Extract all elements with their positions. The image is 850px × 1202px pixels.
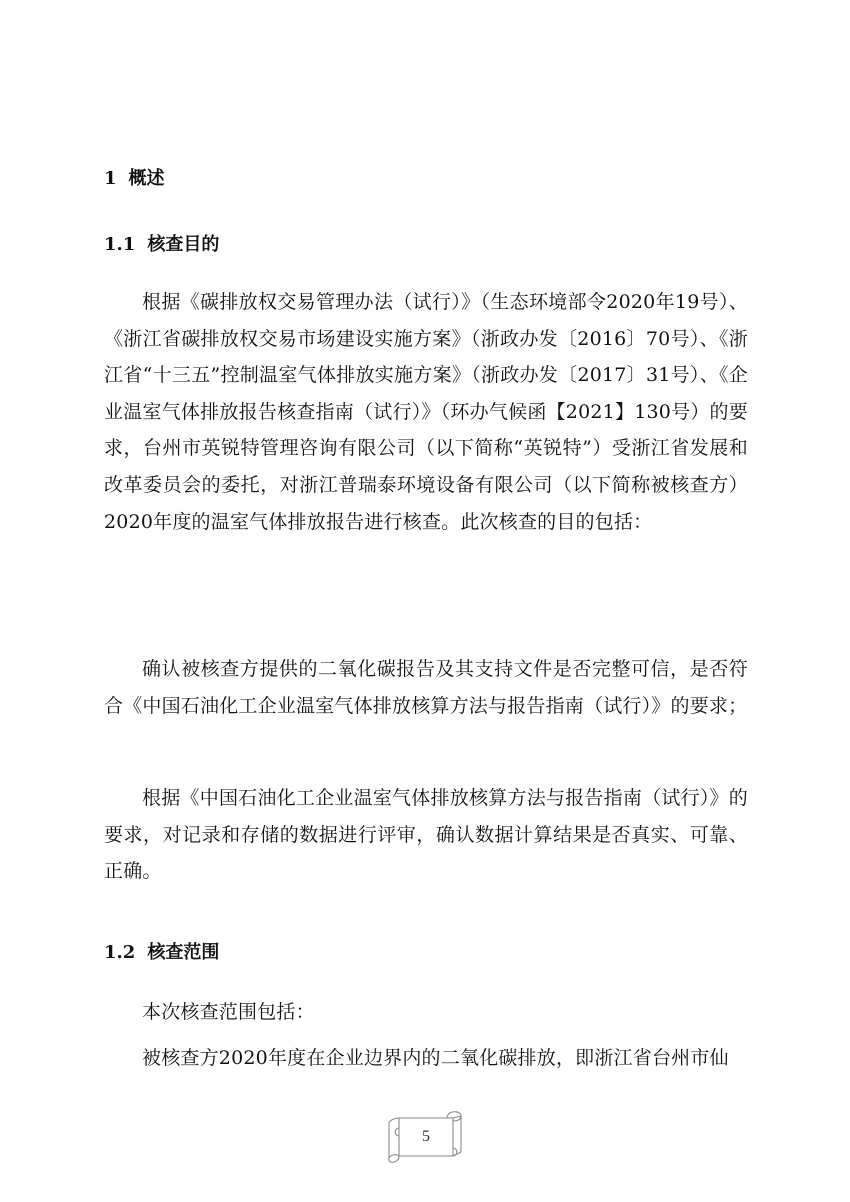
section-number: 1.2 bbox=[104, 942, 136, 963]
paragraph-confirm-report: 确认被核查方提供的二氧化碳报告及其支持文件是否完整可信，是否符合《中国石油化工企业温室气体排放核算方法与报告指南（试行）》的要求； bbox=[104, 658, 748, 717]
page-number: 5 bbox=[422, 1128, 430, 1145]
paragraph-scope-detail: 被核查方2020年度在企业边界内的二氧化碳排放，即浙江省台州市仙 bbox=[142, 1047, 729, 1069]
section-title: 核查范围 bbox=[147, 942, 220, 963]
section-heading-verification-scope bbox=[104, 938, 219, 964]
section-number: 1.1 bbox=[104, 234, 136, 255]
page-footer bbox=[385, 1106, 467, 1170]
section-title: 概述 bbox=[128, 168, 165, 189]
paragraph-scope-intro: 本次核查范围包括： bbox=[142, 1001, 315, 1023]
section-heading-overview bbox=[104, 164, 165, 190]
section-heading-verification-purpose bbox=[104, 230, 219, 256]
paragraph-review-data: 根据《中国石油化工企业温室气体排放核算方法与报告指南（试行）》的要求，对记录和存储的数据进行评审，确认数据计算结果是否真实、可靠、正确。 bbox=[104, 787, 748, 883]
paragraph-basis: 根据《碳排放权交易管理办法（试行）》（生态环境部令2020年19号）、《浙江省碳排放权交易市场建设实施方案》（浙政办发〔2016〕70号）、《浙江省“十三五”控制温室气体排放实施方案》（浙政办发〔2017〕31号）、《企业温室气体排放报告核查指南（试行）》（环办气候函【2021】130号）的要求，台州市英锐特管理咨询有限公司（以下简称“英锐特”）受浙江省发展和改革委员会的委托，对浙江普瑞泰环境设备有限公司（以下简称被核查方）2020年度的温室气体排放报告进行核查。此次核查的目的包括： bbox=[104, 291, 748, 533]
section-title: 核查目的 bbox=[147, 234, 220, 255]
section-number: 1 bbox=[104, 168, 117, 189]
